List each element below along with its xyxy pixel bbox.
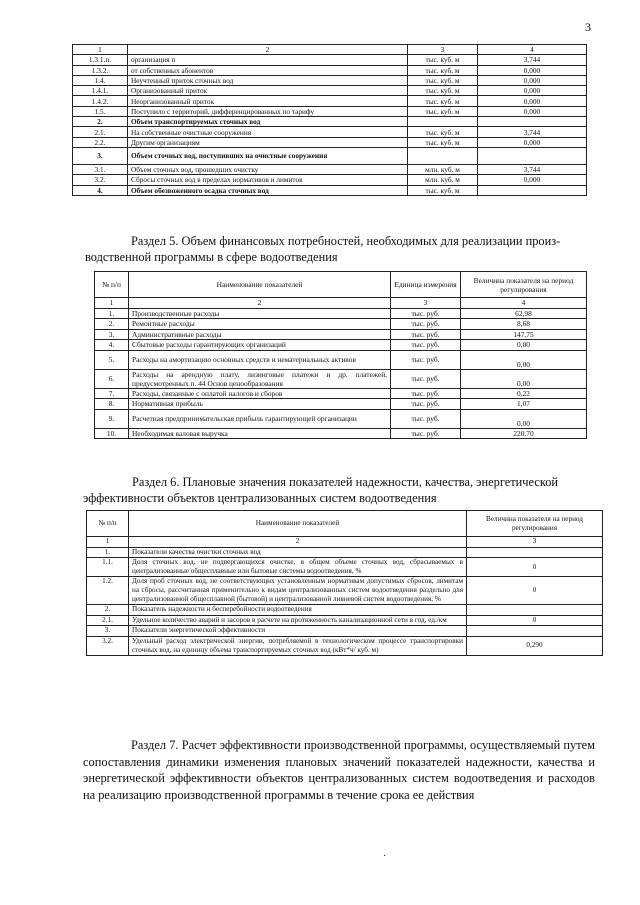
row-num: 3. — [87, 626, 129, 637]
table-row — [73, 117, 587, 127]
row-unit — [408, 147, 478, 164]
row-num: 2. — [95, 319, 129, 330]
row-value — [467, 547, 603, 558]
row-name: Показатель надежности и бесперебойности водоотведения — [129, 605, 467, 616]
table-row — [87, 558, 603, 577]
row-value — [478, 185, 587, 195]
table-row — [73, 127, 587, 137]
row-unit: тыс. руб. — [391, 399, 461, 410]
table-header-row — [95, 272, 587, 298]
row-value: 0 — [467, 558, 603, 577]
table-header-row — [73, 45, 587, 55]
row-value — [467, 605, 603, 616]
row-value: 147,75 — [461, 329, 587, 340]
row-name: Необходимая валовая выручка — [129, 428, 391, 439]
row-value: 0,000 — [478, 65, 587, 75]
row-value — [478, 147, 587, 164]
row-num: 1. — [95, 308, 129, 319]
header-name: Наименование показателей — [129, 511, 467, 537]
page-mark: · — [383, 851, 387, 862]
table-row — [95, 340, 587, 351]
row-value: 0,290 — [467, 636, 603, 655]
row-unit: млн. куб. м — [408, 164, 478, 174]
row-name: Объем сточных вод, прошедших очистку — [128, 164, 408, 174]
row-name: Удельный расход электрической энергии, потребляемой в технологическом процессе транспортировки сточных вод, на единицу объема транспортируемых сточных вод (кВт*ч/ куб. м) — [129, 636, 467, 655]
table-row — [73, 147, 587, 164]
row-name: Показатели энергетической эффективности — [129, 626, 467, 637]
section-6-title-line: эффективности объектов централизованных систем водоотведения — [83, 491, 437, 505]
table-row — [95, 428, 587, 439]
row-name: Показатели качества очистки сточных вод — [129, 547, 467, 558]
row-name: Сбросы сточных вод в пределах нормативов и лимитов — [128, 175, 408, 185]
row-name: Организованный приток — [128, 86, 408, 96]
row-name: Неучтенный приток сточных вод — [128, 75, 408, 85]
row-name: Расходы на арендную плату, лизинговые платежи и др. платежей, предусмотренных п. 44 Основ ценообразования — [129, 369, 391, 388]
table-header-row — [87, 511, 603, 537]
table-row — [95, 319, 587, 330]
row-num: 1.3.2. — [73, 65, 128, 75]
row-unit: тыс. куб. м — [408, 65, 478, 75]
row-name: от собственных абонентов — [128, 65, 408, 75]
row-num: 3. — [73, 147, 128, 164]
table-index-row — [87, 537, 603, 548]
row-value — [467, 626, 603, 637]
table-index-row — [95, 298, 587, 309]
index-cell: 2 — [129, 537, 467, 548]
row-unit: тыс. руб. — [391, 340, 461, 351]
row-unit: млн. куб. м — [408, 175, 478, 185]
row-num: 1.2. — [87, 577, 129, 605]
row-num: 8. — [95, 399, 129, 410]
table-row — [95, 350, 587, 369]
row-unit: тыс. куб. м — [408, 96, 478, 106]
row-value: 3,744 — [478, 164, 587, 174]
row-value: 0,000 — [478, 96, 587, 106]
table-row — [95, 388, 587, 399]
row-num: 2.2. — [73, 137, 128, 147]
header-cell: 1 — [73, 45, 128, 55]
table-row — [95, 329, 587, 340]
row-value: 220,70 — [461, 428, 587, 439]
index-cell: 2 — [129, 298, 391, 309]
row-num: 2.1. — [73, 127, 128, 137]
table-row — [73, 75, 587, 85]
row-name: Производственные расходы — [129, 308, 391, 319]
table-row — [87, 636, 603, 655]
table-body — [95, 308, 587, 439]
row-unit: тыс. куб. м — [408, 75, 478, 85]
row-name: Расходы на амортизацию основных средств и нематериальных активов — [129, 350, 391, 369]
table-body — [73, 55, 587, 196]
table-row — [95, 399, 587, 410]
table-row — [87, 615, 603, 626]
row-name: Доля проб сточных вод, не соответствующих установленным нормативам допустимых сбросов, лимитам на сбросы, рассчитанная применительно к видам централизованных систем водоотведения раздельно для централизованной общесплавной (бытовой) и централизованной ливневой систем водоотведения, % — [129, 577, 467, 605]
table-row — [73, 106, 587, 116]
row-num: 1.4.2. — [73, 96, 128, 106]
section-6-title-line: Раздел 6. Плановые значения показателей надежности, качества, энергетической — [132, 475, 559, 489]
table-row — [73, 137, 587, 147]
header-name: Наименование показателей — [129, 272, 391, 298]
row-num: 9. — [95, 409, 129, 428]
row-num: 5. — [95, 350, 129, 369]
index-cell: 1 — [95, 298, 129, 309]
row-num: 1.5. — [73, 106, 128, 116]
row-unit: тыс. руб. — [391, 428, 461, 439]
row-value: 3,744 — [478, 127, 587, 137]
header-unit: Единица измерения — [391, 272, 461, 298]
row-num: 2. — [87, 605, 129, 616]
row-value — [478, 117, 587, 127]
row-num: 1.3.1.п. — [73, 55, 128, 65]
header-cell: 2 — [128, 45, 408, 55]
row-value: 62,98 — [461, 308, 587, 319]
row-name: Расчетная предпринимательская прибыль гарантирующей организации — [129, 409, 391, 428]
row-unit — [408, 117, 478, 127]
table-row — [87, 626, 603, 637]
section-5-title-line: Раздел 5. Объем финансовых потребностей, необходимых для реализации произ- — [131, 234, 561, 248]
table-row — [73, 86, 587, 96]
row-name: Административные расходы — [129, 329, 391, 340]
table-row — [87, 605, 603, 616]
row-num: 3.1. — [73, 164, 128, 174]
table-row — [73, 185, 587, 195]
row-num: 4. — [95, 340, 129, 351]
row-value: 0,000 — [478, 86, 587, 96]
header-num: № п/п — [95, 272, 129, 298]
page-number: 3 — [585, 20, 591, 34]
row-name: Другим организациям — [128, 137, 408, 147]
row-value: 0,000 — [478, 137, 587, 147]
financial-needs-table — [94, 271, 587, 439]
section-6-title-cont — [83, 490, 593, 506]
row-unit: тыс. куб. м — [408, 86, 478, 96]
row-value: 0,00 — [461, 340, 587, 351]
row-num: 1.1. — [87, 558, 129, 577]
row-num: 2. — [73, 117, 128, 127]
row-value: 0,22 — [461, 388, 587, 399]
table-row — [87, 547, 603, 558]
header-value: Величина показателя на период регулирования — [467, 511, 603, 537]
row-unit: тыс. руб. — [391, 308, 461, 319]
row-num: 1.4. — [73, 75, 128, 85]
table-row — [73, 96, 587, 106]
index-cell: 3 — [467, 537, 603, 548]
row-value: 8,68 — [461, 319, 587, 330]
row-num: 7. — [95, 388, 129, 399]
row-name: организация п — [128, 55, 408, 65]
row-name: Объем обезвоженного осадка сточных вод — [128, 185, 408, 195]
table-row — [95, 308, 587, 319]
table-row — [87, 577, 603, 605]
section-5-title-cont — [85, 249, 585, 265]
header-cell: 3 — [408, 45, 478, 55]
header-cell: 4 — [478, 45, 587, 55]
table-row — [95, 369, 587, 388]
table-row — [73, 164, 587, 174]
reliability-indicators-table — [86, 510, 603, 656]
table-body — [87, 547, 603, 655]
row-value: 0,00 — [461, 409, 587, 428]
row-unit: тыс. руб. — [391, 369, 461, 388]
row-value: 0,000 — [478, 175, 587, 185]
row-unit: тыс. руб. — [391, 409, 461, 428]
index-cell: 3 — [391, 298, 461, 309]
row-num: 2.1. — [87, 615, 129, 626]
row-name: Сбытовые расходы гарантирующих организаций — [129, 340, 391, 351]
row-num: 6. — [95, 369, 129, 388]
row-unit: тыс. куб. м — [408, 106, 478, 116]
row-name: Поступило с территорий, дифференцированных по тарифу — [128, 106, 408, 116]
row-unit: тыс. куб. м — [408, 185, 478, 195]
row-unit: тыс. руб. — [391, 388, 461, 399]
row-name: Объем транспортируемых сточных вод — [128, 117, 408, 127]
row-name: Доля сточных вод, не подвергающихся очистке, в общем объеме сточных вод, сбрасываемых в централизованные общесплавные или бытовые системы водоотведения, % — [129, 558, 467, 577]
row-num: 3.2. — [87, 636, 129, 655]
row-unit: тыс. руб. — [391, 329, 461, 340]
row-value: 0,00 — [461, 369, 587, 388]
section-7-paragraph: Раздел 7. Расчет эффективности производственной программы, осуществляемый путем сопоставления динамики изменения плановых значений показателей надежности, качества и энергетической эффективности объектов централизованных систем водоотведения и расходов на реализацию производственной программы в течение срока ее действия — [83, 738, 595, 802]
row-name: Неорганизованный приток — [128, 96, 408, 106]
row-num: 3.2. — [73, 175, 128, 185]
table-row — [73, 65, 587, 75]
row-unit: тыс. куб. м — [408, 55, 478, 65]
row-value: 0,000 — [478, 75, 587, 85]
header-num: № п/п — [87, 511, 129, 537]
row-unit: тыс. руб. — [391, 350, 461, 369]
row-name: На собственные очистные сооружения — [128, 127, 408, 137]
row-value: 1,07 — [461, 399, 587, 410]
section-5-title-line: водственной программы в сфере водоотведения — [85, 250, 338, 264]
row-unit: тыс. куб. м — [408, 137, 478, 147]
row-num: 1.4.1. — [73, 86, 128, 96]
row-num: 10. — [95, 428, 129, 439]
table-row — [95, 409, 587, 428]
row-name: Объем сточных вод, поступивших на очистные сооружения — [128, 147, 408, 164]
index-cell: 4 — [461, 298, 587, 309]
table-row — [73, 175, 587, 185]
wastewater-volume-table — [72, 44, 587, 196]
row-value: 0 — [467, 615, 603, 626]
table-row — [73, 55, 587, 65]
row-value: 0,00 — [461, 350, 587, 369]
section-5-title — [131, 233, 596, 249]
header-value: Величина показателя на период регулирования — [461, 272, 587, 298]
row-num: 4. — [73, 185, 128, 195]
index-cell: 1 — [87, 537, 129, 548]
row-value: 0,000 — [478, 106, 587, 116]
row-name: Расходы, связанные с оплатой налогов и сборов — [129, 388, 391, 399]
row-name: Нормативная прибыль — [129, 399, 391, 410]
row-name: Удельное количество аварий и засоров в расчете на протяженность канализационной сети в год, ед./км — [129, 615, 467, 626]
row-num: 1. — [87, 547, 129, 558]
row-value: 3,744 — [478, 55, 587, 65]
row-num: 3. — [95, 329, 129, 340]
row-unit: тыс. руб. — [391, 319, 461, 330]
row-unit: тыс. куб. м — [408, 127, 478, 137]
row-name: Ремонтные расходы — [129, 319, 391, 330]
section-6-title — [132, 474, 592, 490]
row-value: 0 — [467, 577, 603, 605]
